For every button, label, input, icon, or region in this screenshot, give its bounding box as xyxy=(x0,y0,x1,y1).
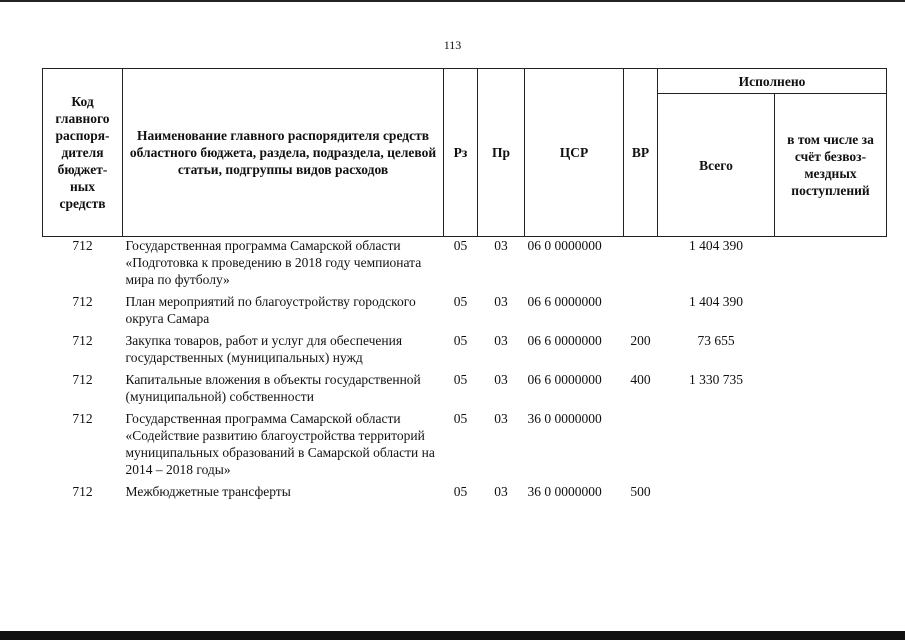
cell-csr: 06 0 0000000 xyxy=(527,238,602,253)
cell-rz: 05 xyxy=(453,333,468,348)
cell-code: 712 xyxy=(72,411,93,426)
cell-code: 712 xyxy=(72,484,93,499)
cell-vr: 400 xyxy=(630,372,651,387)
cell-vr xyxy=(624,237,658,294)
cell-rz: 05 xyxy=(453,484,468,499)
cell-csr: 06 6 0000000 xyxy=(527,372,602,387)
cell-total: 1 404 390 xyxy=(689,238,743,253)
cell-vr xyxy=(624,293,658,332)
bottom-rule xyxy=(0,631,905,640)
cell-pr: 03 xyxy=(494,372,508,387)
header-executed: Исполнено xyxy=(658,69,887,94)
cell-rz: 05 xyxy=(453,372,468,387)
cell-csr: 36 0 0000000 xyxy=(527,484,602,499)
cell-name: Закупка товаров, работ и услуг для обеспечения государственных (муниципальных) нужд xyxy=(125,333,403,365)
cell-code: 712 xyxy=(72,333,93,348)
table-row xyxy=(43,483,887,505)
cell-code: 712 xyxy=(72,294,93,309)
table-row xyxy=(43,371,887,410)
cell-total xyxy=(658,410,775,483)
cell-code: 712 xyxy=(72,238,93,253)
table-row xyxy=(43,237,887,294)
cell-pr: 03 xyxy=(494,238,508,253)
cell-csr: 06 6 0000000 xyxy=(527,333,602,348)
cell-name: Государственная программа Самарской области «Содействие развитию благоустройства территорий муниципальных образований в Самарской области на 2014 – 2018 годы» xyxy=(125,411,435,477)
cell-csr: 36 0 0000000 xyxy=(527,411,602,426)
table-row xyxy=(43,332,887,371)
cell-rz: 05 xyxy=(453,294,468,309)
cell-pr: 03 xyxy=(494,411,508,426)
cell-pr: 03 xyxy=(494,484,508,499)
cell-total: 1 330 735 xyxy=(689,372,743,387)
cell-name: План мероприятий по благоустройству городского округа Самара xyxy=(125,294,416,326)
table-body xyxy=(43,237,887,506)
cell-pr: 03 xyxy=(494,333,508,348)
cell-name: Капитальные вложения в объекты государственной (муниципальной) собственности xyxy=(125,372,421,404)
header-gratuitous: в том числе за счёт безвоз-мездных поступлений xyxy=(775,94,887,237)
cell-gratuitous xyxy=(775,483,887,505)
table-row xyxy=(43,293,887,332)
page-number: 113 xyxy=(443,38,462,52)
cell-gratuitous xyxy=(775,332,887,371)
top-rule xyxy=(0,0,905,2)
cell-gratuitous xyxy=(775,371,887,410)
header-code: Код главного распоря-дителя бюджет-ных средств xyxy=(43,69,123,237)
cell-total xyxy=(658,483,775,505)
cell-pr: 03 xyxy=(494,294,508,309)
cell-total: 73 655 xyxy=(697,333,735,348)
table-row xyxy=(43,410,887,483)
cell-vr xyxy=(624,410,658,483)
cell-csr: 06 6 0000000 xyxy=(527,294,602,309)
header-csr: ЦСР xyxy=(525,69,624,237)
budget-table xyxy=(42,68,887,505)
header-vr: ВР xyxy=(624,69,658,237)
cell-gratuitous xyxy=(775,237,887,294)
cell-rz: 05 xyxy=(453,238,468,253)
cell-code: 712 xyxy=(72,372,93,387)
cell-vr: 500 xyxy=(630,484,651,499)
cell-vr: 200 xyxy=(630,333,651,348)
header-name: Наименование главного распорядителя средств областного бюджета, раздела, подраздела, целевой статьи, подгруппы видов расходов xyxy=(123,69,444,237)
cell-total: 1 404 390 xyxy=(689,294,743,309)
header-pr: Пр xyxy=(478,69,525,237)
cell-name: Государственная программа Самарской области «Подготовка к проведению в 2018 году чемпионата мира по футболу» xyxy=(125,238,422,287)
cell-gratuitous xyxy=(775,293,887,332)
cell-gratuitous xyxy=(775,410,887,483)
header-rz: Рз xyxy=(444,69,478,237)
cell-rz: 05 xyxy=(453,411,468,426)
cell-name: Межбюджетные трансферты xyxy=(125,484,291,499)
header-total: Всего xyxy=(658,94,775,237)
